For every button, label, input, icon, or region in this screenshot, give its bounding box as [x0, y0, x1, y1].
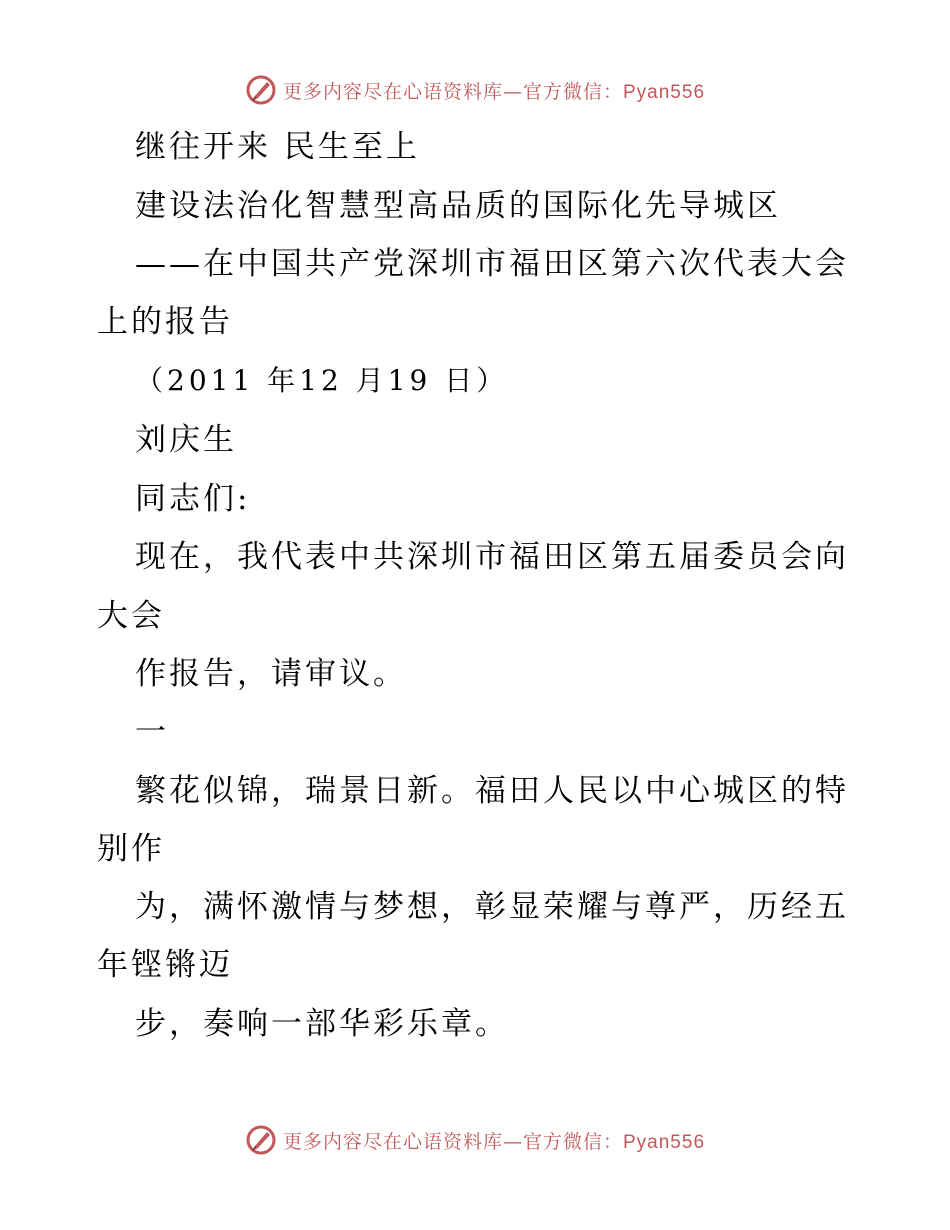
- paragraph-line: 为，满怀激情与梦想，彰显荣耀与尊严，历经五: [135, 889, 849, 925]
- watermark-text: 更多内容尽在心语资料库—官方微信：Pyan556: [282, 80, 706, 103]
- document-subtitle: 建设法治化智慧型高品质的国际化先导城区: [135, 188, 781, 224]
- document-date: （2011 年12 月19 日）: [135, 364, 509, 397]
- paragraph-line: 现在，我代表中共深圳市福田区第五届委员会向: [135, 539, 849, 575]
- footer-watermark: [0, 1120, 950, 1160]
- paragraph-line: 繁花似锦，瑞景日新。福田人民以中心城区的特: [135, 773, 849, 809]
- paragraph-line: 别作: [97, 831, 165, 867]
- document-author: 刘庆生: [135, 422, 237, 458]
- document-subtitle-occasion: ——在中国共产党深圳市福田区第六次代表大会: [135, 246, 849, 282]
- paragraph-line: 作报告，请审议。: [135, 656, 407, 692]
- quill-logo-icon: [245, 1124, 277, 1156]
- document-title: 继往开来 民生至上: [135, 129, 420, 165]
- paragraph-line: 年铿锵迈: [97, 947, 233, 983]
- section-heading: 一: [135, 714, 169, 750]
- watermark-text: 更多内容尽在心语资料库—官方微信：Pyan556: [282, 1130, 706, 1153]
- salutation: 同志们:: [135, 481, 251, 517]
- paragraph-line: 步，奏响一部华彩乐章。: [135, 1006, 509, 1042]
- paragraph-line: 大会: [97, 598, 165, 634]
- document-subtitle-occasion-cont: 上的报告: [97, 304, 233, 340]
